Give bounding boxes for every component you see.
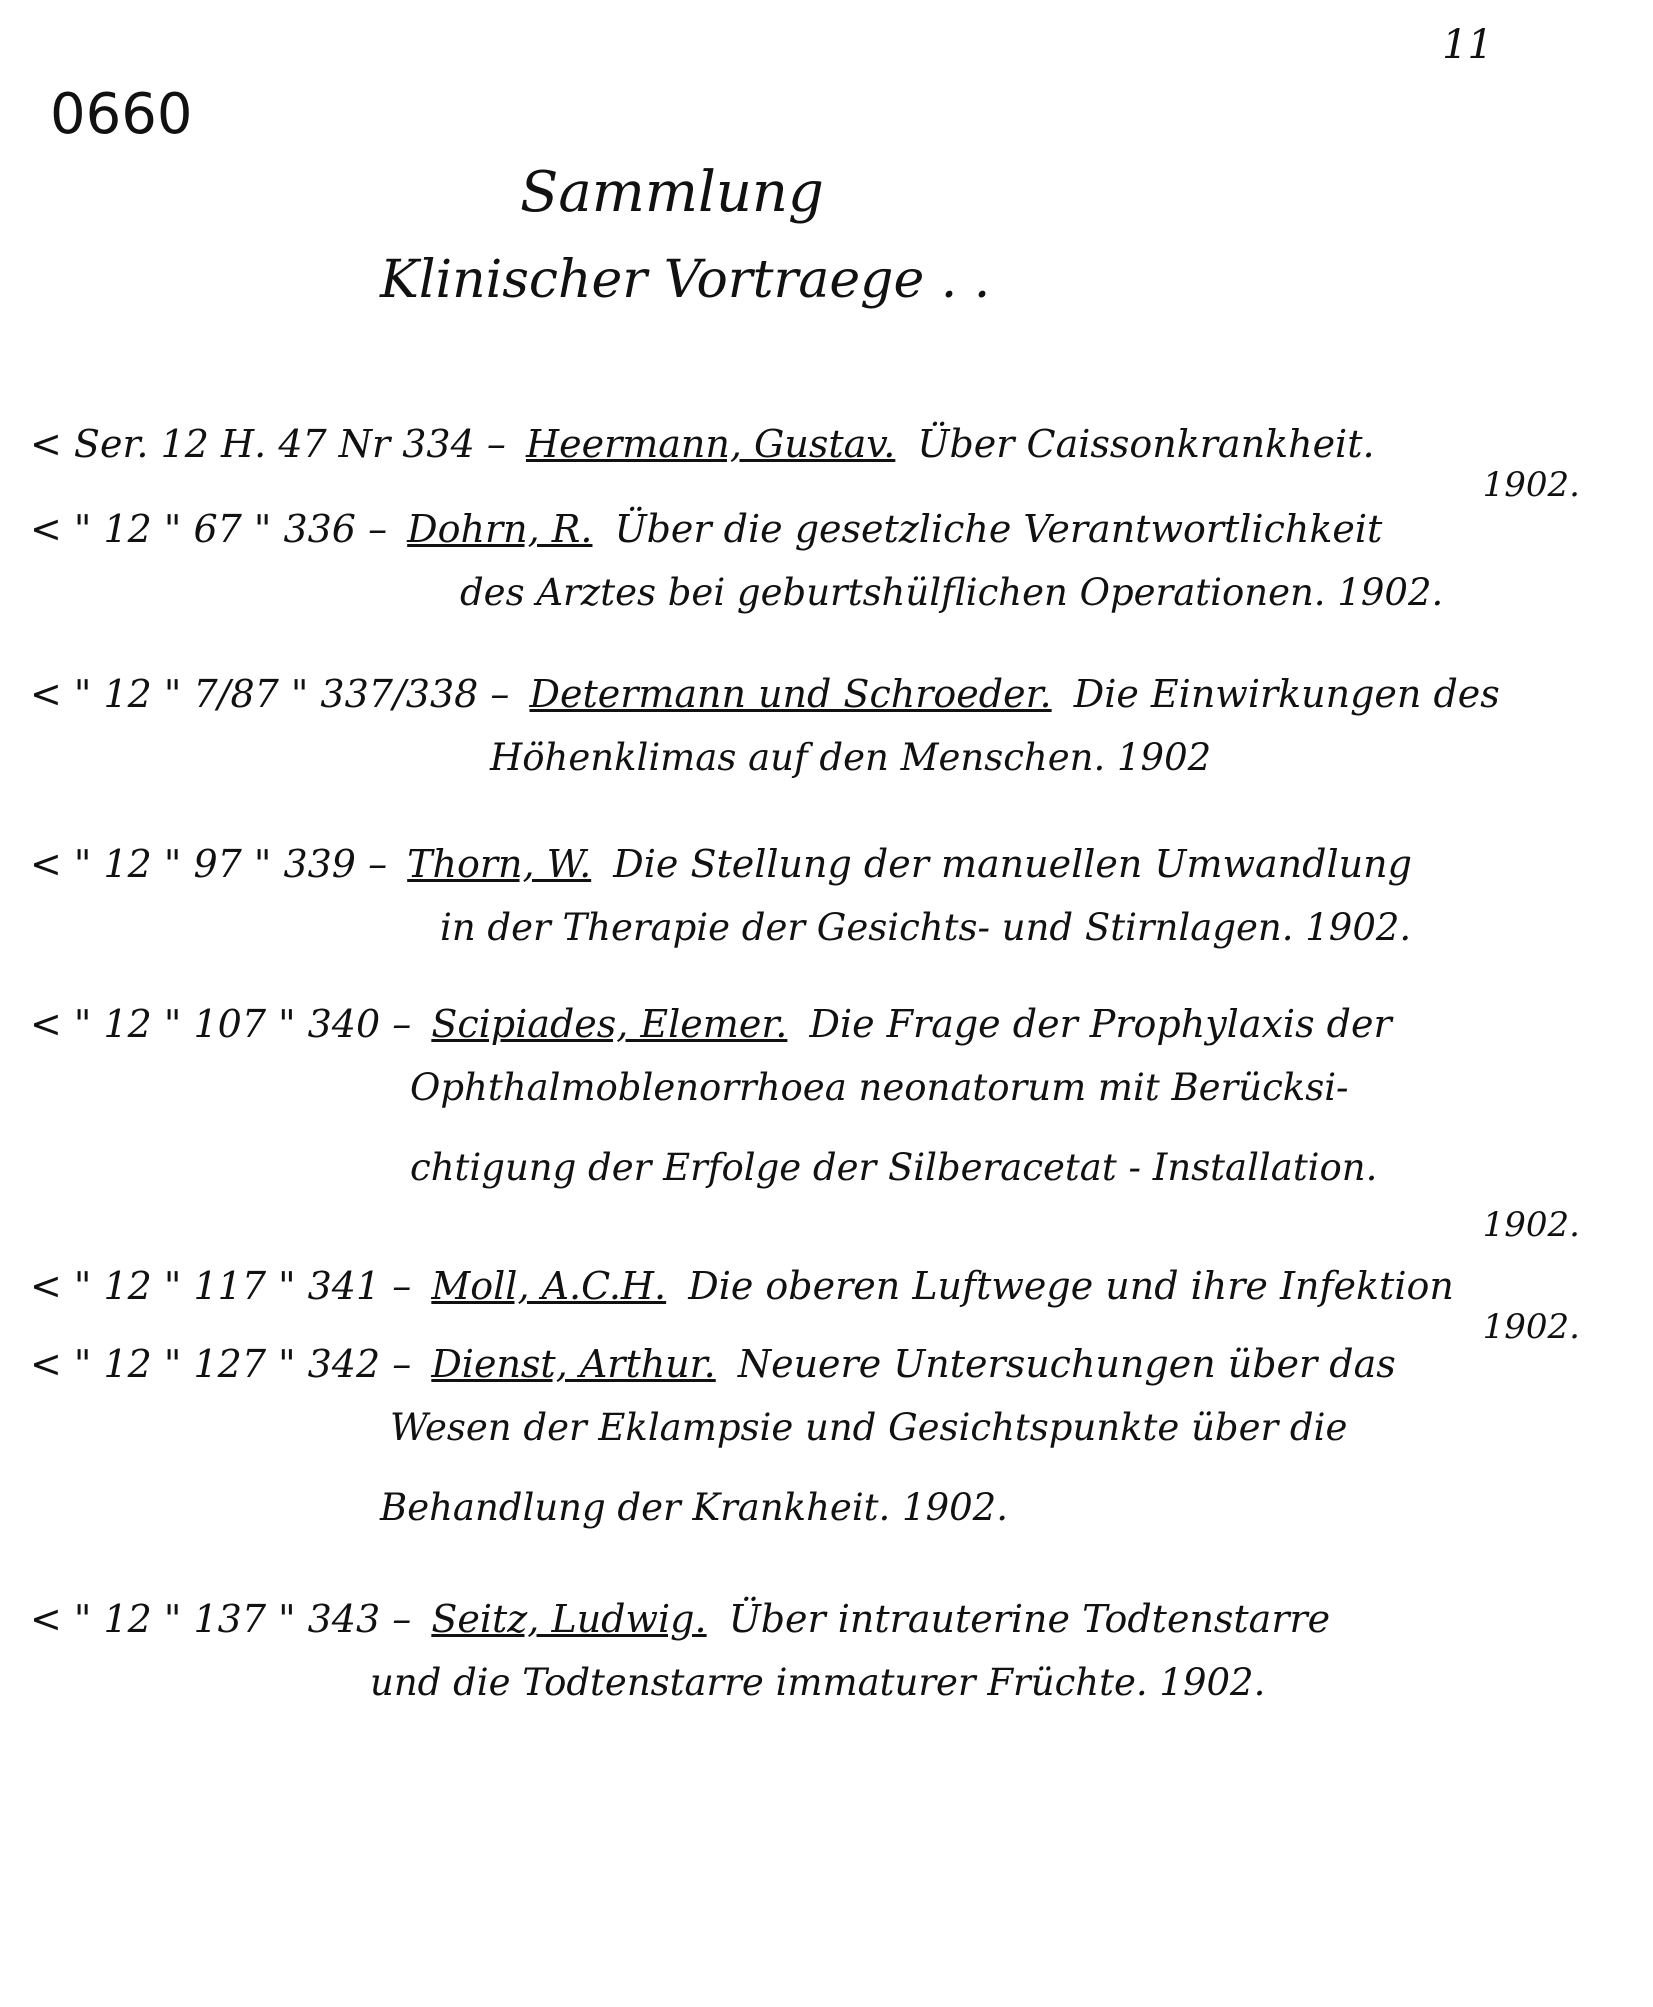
entry-year: 1902. (1482, 465, 1580, 505)
list-item (30, 1340, 1620, 1548)
entry-author: Dienst, Arthur. (431, 1342, 716, 1386)
entry-title: Die Frage der Prophylaxis der (809, 1002, 1392, 1046)
list-item (30, 1000, 1620, 1245)
entry-author: Moll, A.C.H. (431, 1264, 667, 1308)
list-item (30, 420, 1620, 505)
entry-author: Determann und Schroeder. (529, 672, 1052, 716)
list-item (30, 505, 1620, 633)
entry-author: Scipiades, Elemer. (431, 1002, 788, 1046)
entry-title: Die Einwirkungen des (1073, 672, 1500, 716)
entry-continuation: Behandlung der Krankheit. 1902. (380, 1486, 1008, 1529)
list-item (30, 670, 1620, 798)
entry-continuation: chtigung der Erfolge der Silberacetat - Installation. (410, 1146, 1378, 1189)
entry-author: Seitz, Ludwig. (431, 1597, 707, 1641)
entry-year: 1902. (1482, 1307, 1580, 1347)
entry-reference: < " 12 " 107 " 340 – (30, 1002, 412, 1046)
entry-title: Über die gesetzliche Verantwortlichkeit (614, 507, 1383, 551)
entry-continuation: Ophthalmoblenorrhoea neonatorum mit Berücksi- (410, 1066, 1349, 1109)
list-item (30, 840, 1620, 968)
entry-author: Dohrn, R. (407, 507, 593, 551)
entry-year: 1902. (1482, 1205, 1580, 1245)
card-code: 0660 (50, 82, 193, 147)
entry-author: Thorn, W. (407, 842, 592, 886)
entry-continuation: in der Therapie der Gesichts- und Stirnlagen. 1902. (440, 906, 1412, 949)
entry-continuation: Wesen der Eklampsie und Gesichtspunkte über die (390, 1406, 1348, 1449)
entry-continuation: des Arztes bei geburtshülflichen Operationen. 1902. (460, 571, 1444, 614)
list-item (30, 1262, 1620, 1347)
entry-reference: < " 12 " 117 " 341 – (30, 1264, 412, 1308)
entry-title: Über intrauterine Todtenstarre (728, 1597, 1331, 1641)
entry-title: Die Stellung der manuellen Umwandlung (613, 842, 1412, 886)
entry-reference: < " 12 " 67 " 336 – (30, 507, 388, 551)
page-title: Sammlung (520, 160, 824, 225)
entry-reference: < " 12 " 127 " 342 – (30, 1342, 412, 1386)
entry-continuation: und die Todtenstarre immaturer Früchte. 1902. (370, 1661, 1266, 1704)
entry-reference: < " 12 " 97 " 339 – (30, 842, 388, 886)
entry-title: Die oberen Luftwege und ihre Infektion (688, 1264, 1454, 1308)
entry-title: Neuere Untersuchungen über das (737, 1342, 1396, 1386)
entry-continuation: Höhenklimas auf den Menschen. 1902 (490, 736, 1212, 779)
list-item (30, 1595, 1620, 1723)
page-number: 11 (1442, 22, 1493, 68)
entry-reference: < Ser. 12 H. 47 Nr 334 – (30, 422, 506, 466)
page-subtitle: Klinischer Vortraege . . (380, 250, 991, 310)
entry-title: Über Caissonkrankheit. (917, 422, 1375, 466)
entry-reference: < " 12 " 7/87 " 337/338 – (30, 672, 510, 716)
entry-author: Heermann, Gustav. (525, 422, 896, 466)
entry-reference: < " 12 " 137 " 343 – (30, 1597, 412, 1641)
